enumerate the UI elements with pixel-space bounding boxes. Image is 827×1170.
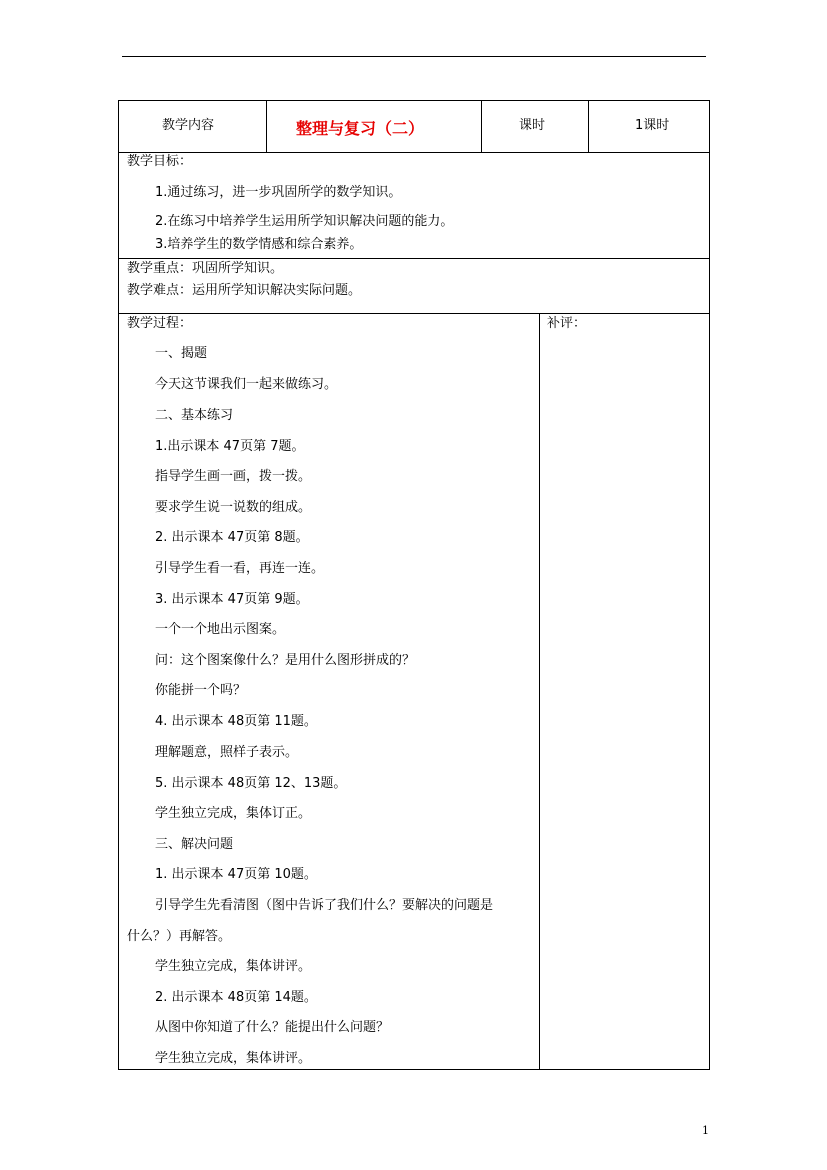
teaching-difficulty: 教学难点：运用所学知识解决实际问题。 [127,283,362,298]
process-line: 你能拼一个吗？ [155,683,247,698]
process-line: 一个一个地出示图案。 [155,622,286,637]
content-label: 教学内容 [162,118,215,133]
objectives-heading: 教学目标： [127,154,193,169]
divider [481,100,482,153]
process-line: 4. 出示课本 48页第 11题。 [155,714,317,729]
process-line: 要求学生说一说数的组成。 [155,500,312,515]
divider [118,258,710,259]
process-line: 理解题意，照样子表示。 [155,745,299,760]
process-line: 一、揭题 [155,346,208,361]
process-line: 学生独立完成，集体讲评。 [155,959,312,974]
header-rule [122,56,706,57]
process-line: 5. 出示课本 48页第 12、13题。 [155,776,347,791]
objective-item: 2.在练习中培养学生运用所学知识解决问题的能力。 [155,214,454,229]
process-line: 什么？）再解答。 [127,929,232,944]
process-line: 学生独立完成，集体订正。 [155,806,312,821]
process-line: 1. 出示课本 47页第 10题。 [155,867,317,882]
process-line: 指导学生画一画，拨一拨。 [155,469,312,484]
period-label: 课时 [519,118,546,133]
divider [266,100,267,153]
process-line: 问：这个图案像什么？是用什么图形拼成的？ [155,653,416,668]
process-line: 今天这节课我们一起来做练习。 [155,377,338,392]
page-number: 1 [702,1124,709,1137]
process-line: 三、解决问题 [155,837,234,852]
comment-label: 补评： [547,316,587,331]
process-line: 学生独立完成，集体讲评。 [155,1051,312,1066]
process-heading: 教学过程： [127,316,193,331]
process-line: 引导学生看一看，再连一连。 [155,561,325,576]
process-line: 1.出示课本 47页第 7题。 [155,439,305,454]
objective-item: 3.培养学生的数学情感和综合素养。 [155,237,363,252]
process-line: 二、基本练习 [155,408,234,423]
divider [539,313,540,1070]
process-line: 从图中你知道了什么？能提出什么问题？ [155,1020,390,1035]
process-line: 引导学生先看清图（图中告诉了我们什么？要解决的问题是 [155,898,494,913]
process-line: 2. 出示课本 47页第 8题。 [155,530,309,545]
period-value: 1课时 [635,118,670,133]
lesson-title: 整理与复习（二） [296,119,425,138]
divider [118,313,710,314]
process-line: 3. 出示课本 47页第 9题。 [155,592,309,607]
process-line: 2. 出示课本 48页第 14题。 [155,990,317,1005]
teaching-focus: 教学重点：巩固所学知识。 [127,261,284,276]
divider [588,100,589,153]
objective-item: 1.通过练习，进一步巩固所学的数学知识。 [155,185,402,200]
divider [118,152,710,153]
